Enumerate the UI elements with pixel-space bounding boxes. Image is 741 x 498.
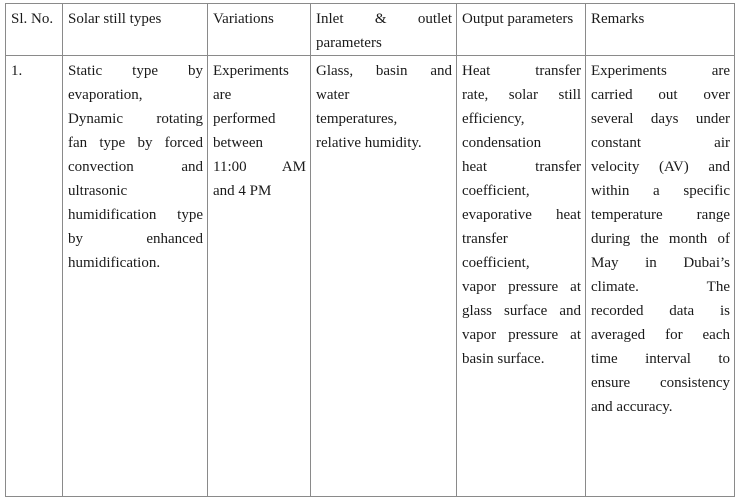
cell-inlet-outlet-parameters (311, 56, 457, 497)
cell-text-line: recorded data is (591, 303, 730, 319)
cell-text-line: time interval to (591, 351, 730, 367)
cell-text-line: 1. (11, 63, 23, 79)
cell-text-line: are (213, 87, 232, 103)
cell-text-line: Dynamic rotating (68, 111, 203, 127)
solar-still-table (5, 3, 735, 497)
cell-text-line: Inlet & outlet (316, 11, 452, 27)
cell-text-line: Experiments are (591, 63, 730, 79)
cell-text-line: Glass, basin and (316, 63, 452, 79)
table-header-row (6, 4, 735, 56)
cell-text-line: constant air (591, 135, 730, 151)
cell-text-line: May in Dubai’s (591, 255, 730, 271)
cell-text-line: velocity (AV) and (591, 159, 730, 175)
cell-text-line: climate. The (591, 279, 730, 295)
cell-text-line: relative humidity. (316, 135, 422, 151)
cell-output-parameters (457, 56, 586, 497)
cell-text-line: water (316, 87, 350, 103)
cell-text-line: evaporation, (68, 87, 143, 103)
cell-text-line: condensation (462, 135, 542, 151)
cell-text-line: Remarks (591, 11, 645, 27)
cell-text-line: carried out over (591, 87, 730, 103)
cell-text-line: vapor pressure at (462, 279, 581, 295)
cell-text-line: ensure consistency (591, 375, 730, 391)
header-output-parameters (457, 4, 586, 56)
header-inlet-outlet-parameters (311, 4, 457, 56)
cell-text-line: Solar still types (68, 11, 162, 27)
cell-text-line: performed (213, 111, 276, 127)
cell-sl-no (6, 56, 63, 497)
cell-text-line: between (213, 135, 263, 151)
cell-text-line: evaporative heat (462, 207, 581, 223)
cell-text-line: Variations (213, 11, 274, 27)
header-variations (208, 4, 311, 56)
cell-text-line: heat transfer (462, 159, 581, 175)
cell-variations (208, 56, 311, 497)
header-sl-no (6, 4, 63, 56)
cell-text-line: coefficient, (462, 183, 530, 199)
cell-text-line: 11:00 AM (213, 159, 306, 175)
cell-text-line: and 4 PM (213, 183, 272, 199)
cell-text-line: humidification. (68, 255, 161, 271)
cell-solar-still-types (63, 56, 208, 497)
cell-text-line: by enhanced (68, 231, 203, 247)
cell-text-line: Experiments (213, 63, 289, 79)
cell-text-line: parameters (316, 35, 382, 51)
cell-text-line: Output parameters (462, 11, 574, 27)
cell-text-line: averaged for each (591, 327, 730, 343)
cell-text-line: vapor pressure at (462, 327, 581, 343)
cell-text-line: ultrasonic (68, 183, 128, 199)
cell-text-line: within a specific (591, 183, 730, 199)
cell-text-line: Static type by (68, 63, 203, 79)
cell-text-line: humidification type (68, 207, 203, 223)
cell-text-line: coefficient, (462, 255, 530, 271)
table-row (6, 56, 735, 497)
cell-text-line: efficiency, (462, 111, 525, 127)
cell-text-line: and accuracy. (591, 399, 673, 415)
cell-text-line: Heat transfer (462, 63, 581, 79)
cell-text-line: temperature range (591, 207, 730, 223)
cell-text-line: Sl. No. (11, 11, 54, 27)
cell-remarks (586, 56, 735, 497)
cell-text-line: several days under (591, 111, 730, 127)
cell-text-line: fan type by forced (68, 135, 203, 151)
cell-text-line: during the month of (591, 231, 730, 247)
cell-text-line: temperatures, (316, 111, 398, 127)
header-remarks (586, 4, 735, 56)
cell-text-line: basin surface. (462, 351, 545, 367)
header-solar-still-types (63, 4, 208, 56)
cell-text-line: glass surface and (462, 303, 581, 319)
cell-text-line: transfer (462, 231, 508, 247)
cell-text-line: convection and (68, 159, 203, 175)
cell-text-line: rate, solar still (462, 87, 581, 103)
